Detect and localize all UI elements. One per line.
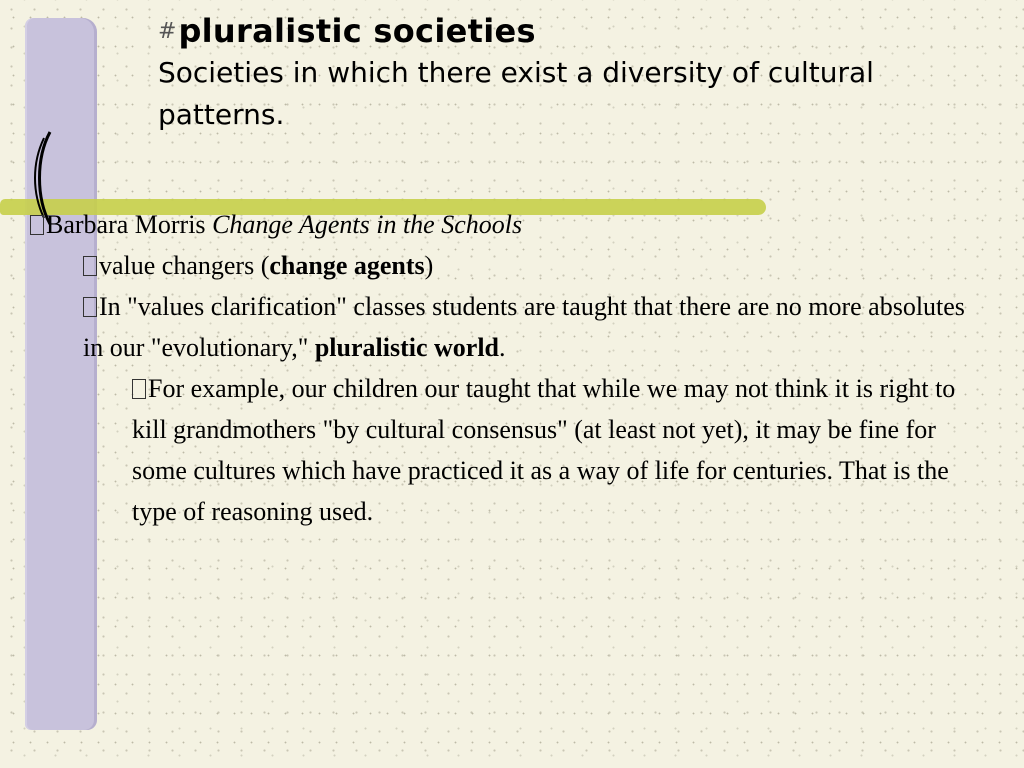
slide-title: pluralistic societies (178, 12, 536, 50)
slide-body (30, 204, 990, 532)
bullet-level-3 (132, 368, 982, 532)
missing-glyph-box-icon (132, 379, 146, 399)
bold-term: pluralistic world (314, 333, 500, 362)
hash-bullet-icon: # (158, 18, 177, 44)
author-name: Barbara Morris (46, 210, 213, 239)
missing-glyph-box-icon (83, 297, 97, 317)
bullet-level-2 (83, 245, 990, 286)
slide-subtitle: Societies in which there exist a diversity of cultural patterns. (158, 56, 874, 131)
missing-glyph-box-icon (30, 215, 44, 235)
bold-term: change agents (269, 251, 425, 280)
bullet-text: value changers ( (99, 251, 270, 280)
missing-glyph-box-icon (83, 256, 97, 276)
bullet-level-1 (30, 204, 990, 245)
title-line (158, 12, 918, 50)
bullet-text: . (499, 333, 506, 362)
bullet-text: In "values clarification" classes students are taught that there are no more absolutes in our "evolutionary," (83, 292, 965, 362)
bullet-level-2 (83, 286, 990, 368)
slide-header (158, 12, 918, 136)
book-title: Change Agents in the Schools (212, 210, 523, 239)
bullet-text: For example, our children our taught that while we may not think it is right to kill grandmothers "by cultural consensus" (at least not yet), it may be fine for some cultures which have practiced it as a way of life for centuries. That is the type of reasoning used. (132, 374, 956, 526)
bullet-text: ) (424, 251, 434, 280)
